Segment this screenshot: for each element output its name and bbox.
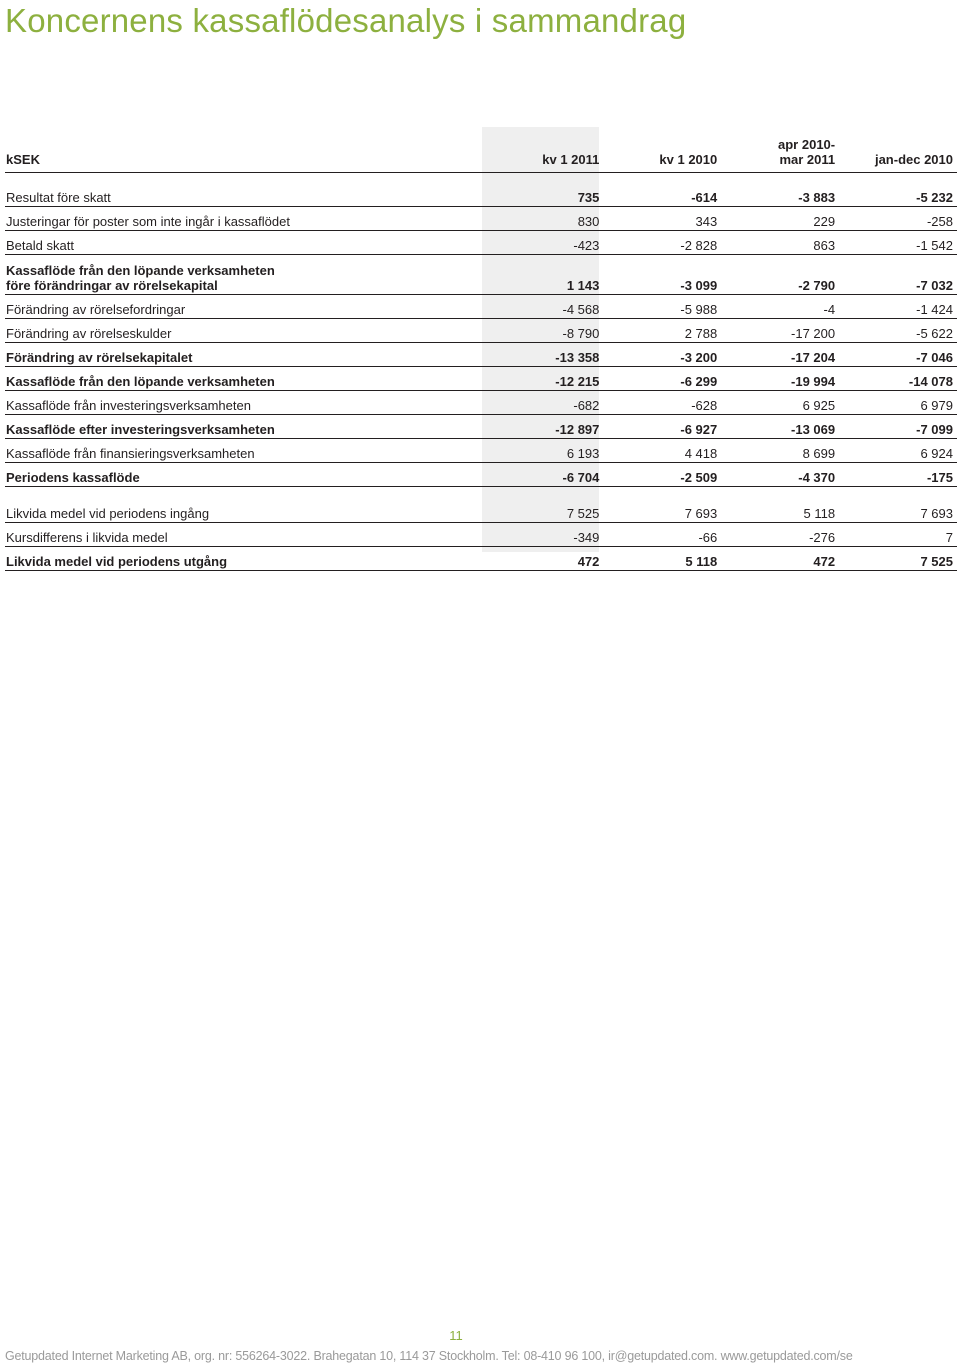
cashflow-table <box>5 127 957 571</box>
cell-value: -2 509 <box>603 463 721 487</box>
cell-value: -7 032 <box>839 255 957 295</box>
cell-value: -2 790 <box>721 255 839 295</box>
cell-value: -682 <box>486 391 604 415</box>
cell-value: -12 897 <box>486 415 604 439</box>
cell-value: 472 <box>721 547 839 571</box>
page-title: Koncernens kassaflödesanalys i sammandrag <box>5 2 687 39</box>
cell-value: 2 788 <box>603 319 721 343</box>
row-label: Kassaflöde från finansieringsverksamheten <box>5 439 486 463</box>
table-header-row <box>5 127 957 173</box>
table-row <box>5 207 957 231</box>
cell-value: -7 046 <box>839 343 957 367</box>
row-label: Kassaflöde efter investeringsverksamheten <box>5 415 486 439</box>
cell-value: -14 078 <box>839 367 957 391</box>
cell-value: -2 828 <box>603 231 721 255</box>
cell-value: -175 <box>839 463 957 487</box>
cell-value: -5 988 <box>603 295 721 319</box>
row-label: Kassaflöde från investeringsverksamheten <box>5 391 486 415</box>
footer-text: Getupdated Internet Marketing AB, org. nr: 556264-3022. Brahegatan 10, 114 37 Stockholm. Tel: 08-410 96 100, ir@getupdated.com. www.getupdated.com/se <box>5 1349 853 1363</box>
row-label: Periodens kassaflöde <box>5 463 486 487</box>
table-row <box>5 439 957 463</box>
cell-value: -3 200 <box>603 343 721 367</box>
column-header-line: apr 2010- <box>778 137 836 152</box>
cell-value: -276 <box>721 523 839 547</box>
row-label: Likvida medel vid periodens utgång <box>5 547 486 571</box>
row-label-line: före förändringar av rörelsekapital <box>6 278 218 293</box>
cell-value: 7 525 <box>839 547 957 571</box>
row-label: Kassaflöde från den löpande verksamheten <box>5 367 486 391</box>
cell-value: -13 358 <box>486 343 604 367</box>
cell-value: 343 <box>603 207 721 231</box>
cell-value: -1 542 <box>839 231 957 255</box>
row-label: Förändring av rörelsefordringar <box>5 295 486 319</box>
cell-value: -19 994 <box>721 367 839 391</box>
cell-value: 8 699 <box>721 439 839 463</box>
row-label-line: Kassaflöde från den löpande verksamheten <box>6 263 275 278</box>
cell-value: 7 693 <box>603 499 721 523</box>
cell-value: -4 370 <box>721 463 839 487</box>
cell-value: -6 704 <box>486 463 604 487</box>
cell-value: -17 200 <box>721 319 839 343</box>
table-row <box>5 255 957 295</box>
cell-value: 1 143 <box>486 255 604 295</box>
row-label: Förändring av rörelsekapitalet <box>5 343 486 367</box>
cell-value: -1 424 <box>839 295 957 319</box>
cell-value: -13 069 <box>721 415 839 439</box>
cell-value: 6 925 <box>721 391 839 415</box>
cell-value: 472 <box>486 547 604 571</box>
cell-value: -3 099 <box>603 255 721 295</box>
cell-value: -258 <box>839 207 957 231</box>
row-label: Förändring av rörelseskulder <box>5 319 486 343</box>
column-header: kSEK <box>6 152 40 167</box>
cell-value: -5 232 <box>839 183 957 207</box>
table-row <box>5 547 957 571</box>
cell-value: 7 525 <box>486 499 604 523</box>
table-row <box>5 523 957 547</box>
cell-value: 229 <box>721 207 839 231</box>
table-row <box>5 367 957 391</box>
cell-value: -628 <box>603 391 721 415</box>
cell-value: 7 <box>839 523 957 547</box>
cell-value: -423 <box>486 231 604 255</box>
cell-value: -17 204 <box>721 343 839 367</box>
cell-value: -614 <box>603 183 721 207</box>
table-row <box>5 319 957 343</box>
cell-value: 7 693 <box>839 499 957 523</box>
row-label: Justeringar för poster som inte ingår i kassaflödet <box>5 207 486 231</box>
column-header: jan-dec 2010 <box>874 152 953 167</box>
column-header: kv 1 2010 <box>659 152 718 167</box>
cell-value: 830 <box>486 207 604 231</box>
cell-value: -3 883 <box>721 183 839 207</box>
cell-value: 735 <box>486 183 604 207</box>
row-label: Kursdifferens i likvida medel <box>5 523 486 547</box>
row-label: Likvida medel vid periodens ingång <box>5 499 486 523</box>
cell-value: -6 927 <box>603 415 721 439</box>
table-row <box>5 343 957 367</box>
table-row <box>5 231 957 255</box>
cell-value: 863 <box>721 231 839 255</box>
cell-value: -12 215 <box>486 367 604 391</box>
table-row <box>5 295 957 319</box>
cell-value: -8 790 <box>486 319 604 343</box>
cell-value: -349 <box>486 523 604 547</box>
column-header: kv 1 2011 <box>542 152 600 167</box>
row-label <box>5 255 486 295</box>
cell-value: 5 118 <box>721 499 839 523</box>
table-row <box>5 183 957 207</box>
column-header <box>721 127 839 173</box>
row-label: Betald skatt <box>5 231 486 255</box>
cell-value: 5 118 <box>603 547 721 571</box>
cell-value: 6 193 <box>486 439 604 463</box>
cell-value: -7 099 <box>839 415 957 439</box>
table-row <box>5 499 957 523</box>
cell-value: -4 568 <box>486 295 604 319</box>
table-row <box>5 391 957 415</box>
table-row <box>5 415 957 439</box>
row-label: Resultat före skatt <box>5 183 486 207</box>
page-number: 11 <box>449 1328 463 1343</box>
cell-value: 6 924 <box>839 439 957 463</box>
cell-value: 4 418 <box>603 439 721 463</box>
table-row <box>5 463 957 487</box>
cell-value: 6 979 <box>839 391 957 415</box>
cell-value: -66 <box>603 523 721 547</box>
cell-value: -6 299 <box>603 367 721 391</box>
column-header-line: mar 2011 <box>779 152 836 167</box>
cell-value: -5 622 <box>839 319 957 343</box>
cell-value: -4 <box>721 295 839 319</box>
